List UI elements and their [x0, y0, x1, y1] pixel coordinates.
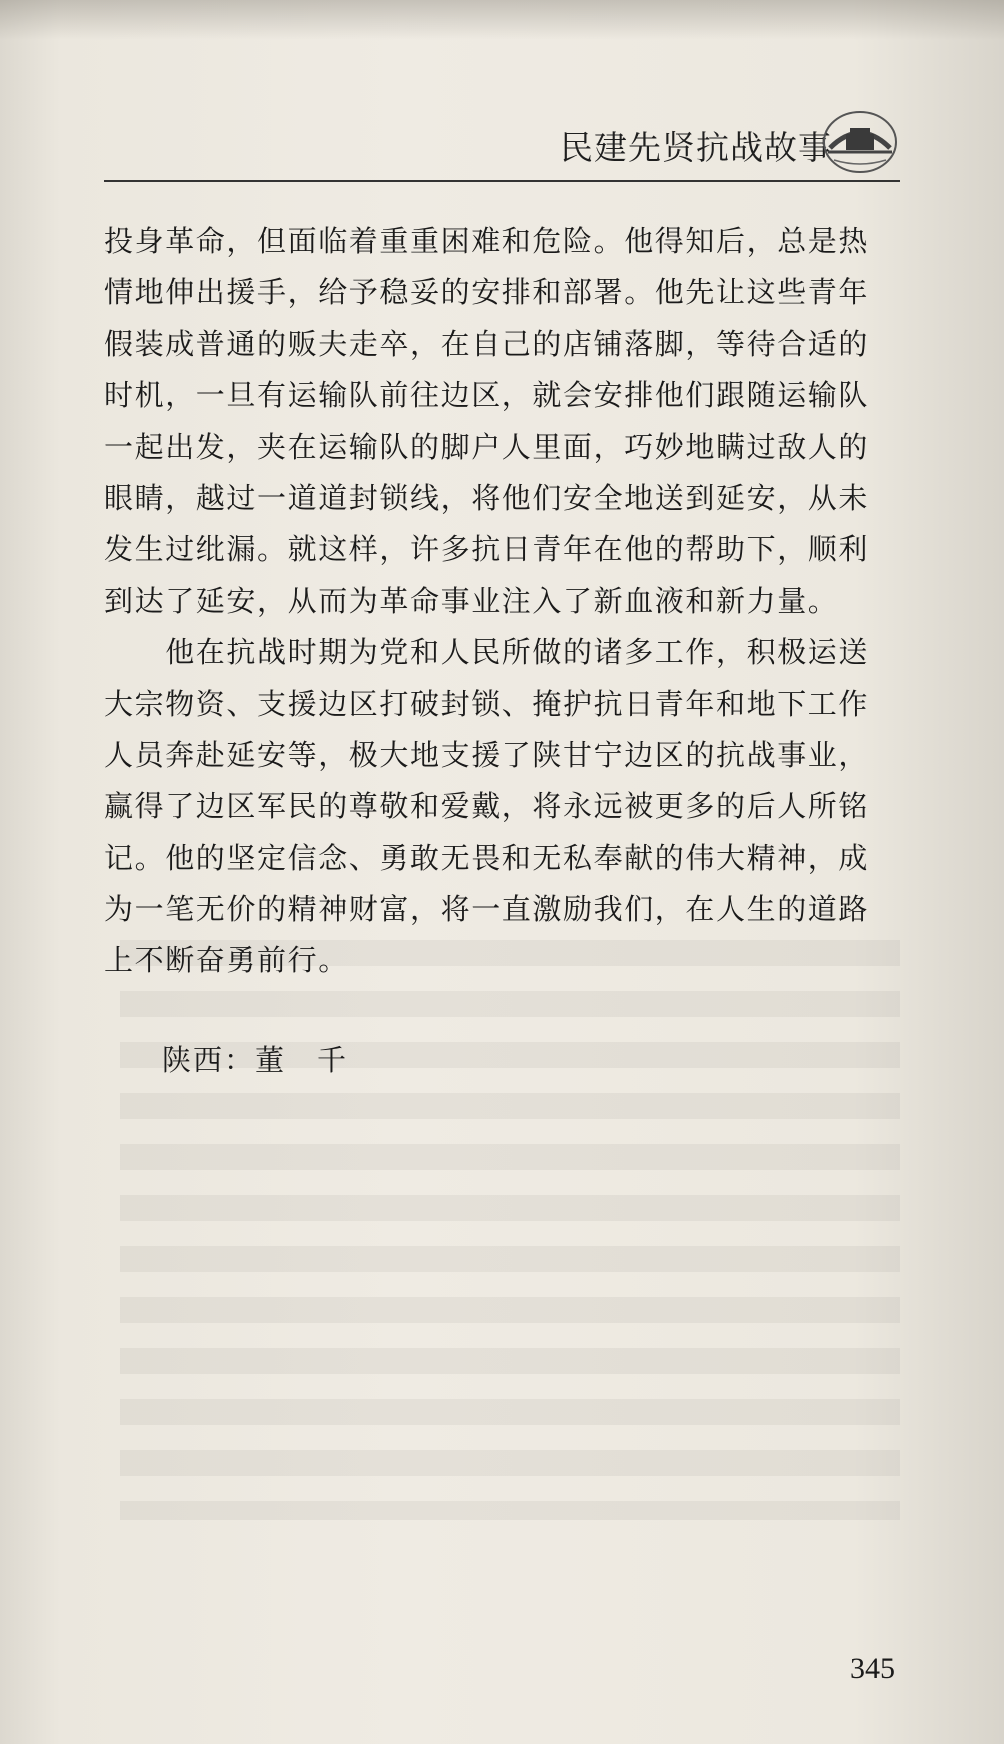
text-line: 他在抗战时期为党和人民所做的诸多工作，积极运送 [104, 635, 870, 670]
header-rule [104, 180, 900, 182]
text-line: 人员奔赴延安等，极大地支援了陕甘宁边区的抗战事业， [104, 737, 870, 772]
running-header-title: 民建先贤抗战故事 [560, 128, 832, 167]
body-text [104, 216, 904, 987]
text-line: 记。他的坚定信念、勇敢无畏和无私奉献的伟大精神，成 [104, 840, 870, 875]
organization-emblem-icon [820, 108, 900, 176]
text-line: 赢得了边区军民的尊敬和爱戴，将永远被更多的后人所铭 [104, 789, 870, 824]
show-through-texture [120, 940, 900, 1520]
text-line: 假装成普通的贩夫走卒，在自己的店铺落脚，等待合适的 [104, 326, 870, 361]
text-line: 上不断奋勇前行。 [104, 943, 349, 978]
text-line: 一起出发，夹在运输队的脚户人里面，巧妙地瞒过敌人的 [104, 429, 870, 464]
text-line: 到达了延安，从而为革命事业注入了新血液和新力量。 [104, 583, 839, 618]
text-line: 发生过纰漏。就这样，许多抗日青年在他的帮助下，顺利 [104, 532, 870, 567]
text-line: 眼睛，越过一道道封锁线，将他们安全地送到延安，从未 [104, 480, 870, 515]
text-line: 时机，一旦有运输队前往边区，就会安排他们跟随运输队 [104, 378, 870, 413]
page-shadow [0, 0, 1004, 40]
text-line: 投身革命，但面临着重重困难和危险。他得知后，总是热 [104, 224, 870, 258]
page-number: 345 [850, 1652, 895, 1685]
text-line: 大宗物资、支援边区打破封锁、掩护抗日青年和地下工作 [104, 686, 870, 721]
author-signature: 陕西：董 千 [162, 1043, 349, 1077]
text-line: 情地伸出援手，给予稳妥的安排和部署。他先让这些青年 [104, 275, 870, 310]
text-line: 为一笔无价的精神财富，将一直激励我们，在人生的道路 [104, 892, 870, 927]
